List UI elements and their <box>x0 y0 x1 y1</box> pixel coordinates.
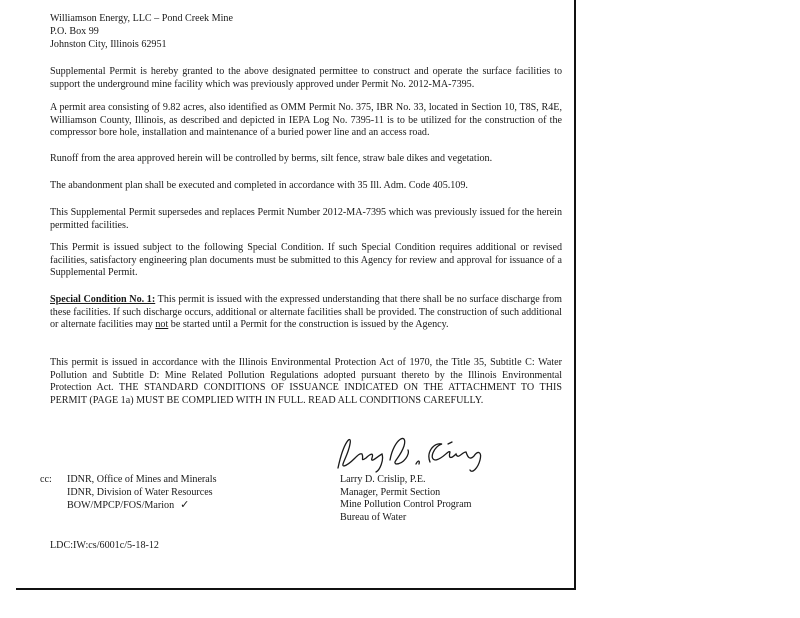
paragraph-supplemental-permit: Supplemental Permit is hereby granted to the above designated permittee to construct and operate the surface facilities to support the underground mine facility which was previously approved under Permit No. 2012-MA-7395. <box>50 66 562 90</box>
paragraph-issued-in-accordance: This permit is issued in accordance with the Illinois Environmental Protection Act of 1970, the Title 35, Subtitle C: Water Pollution and Subtitle D: Mine Related Pollution Regulations adopted pursuant thereto by the Illinois Environmental Protection Act. THE STANDARD CONDITIONS OF ISSUANCE INDICATED ON THE ATTACHMENT TO THIS PERMIT (PAGE 1a) MUST BE COMPLIED WITH IN FULL. READ ALL CONDITIONS CAREFULLY. <box>50 357 562 406</box>
signer-name: Larry D. Crislip, P.E. <box>340 474 426 485</box>
special-condition-text-a: This permit is issued with the expressed understanding that there shall be no surface discharge from these facilities. If such discharge occurs, additional or alternate facilities shall be provided. The construction of such additional or alternate facilities may <box>50 294 562 330</box>
special-condition-not: not <box>155 319 169 330</box>
signer-bureau: Bureau of Water <box>340 511 407 523</box>
cc-label: cc: <box>40 474 52 485</box>
paragraph-runoff: Runoff from the area approved herein will be controlled by berms, silt fence, straw bale dikes and vegetation. <box>50 153 493 164</box>
signer-block <box>340 474 472 524</box>
paragraph-special-condition-1 <box>50 294 562 332</box>
cc-recipient-1: IDNR, Office of Mines and Minerals <box>67 474 217 485</box>
paragraph-special-condition-intro: This Permit is issued subject to the following Special Condition. If such Special Condition requires additional or revised facilities, satisfactory engineering plan documents must be submitted to this Agency for review and approval for issuance of a Supplemental Permit. <box>50 242 562 278</box>
cc-recipient-2: IDNR, Division of Water Resources <box>67 486 213 498</box>
signature-image <box>330 430 495 475</box>
paragraph-supersedes: This Supplemental Permit supersedes and replaces Permit Number 2012-MA-7395 which was previously issued for the herein permitted facilities. <box>50 207 562 231</box>
reference-code: LDC:IW:cs/6001c/5-18-12 <box>50 540 159 551</box>
address-line-1: Williamson Energy, LLC – Pond Creek Mine <box>50 13 233 24</box>
permittee-address <box>50 12 562 51</box>
checkmark-icon: ✓ <box>180 498 190 511</box>
address-line-3: Johnston City, Illinois 62951 <box>50 39 167 50</box>
page-edge-right <box>574 0 576 590</box>
signer-title: Manager, Permit Section <box>340 486 441 498</box>
signer-program: Mine Pollution Control Program <box>340 499 472 510</box>
page-edge-bottom <box>16 588 576 590</box>
address-line-2: P.O. Box 99 <box>50 26 99 37</box>
special-condition-text-b: be started until a Permit for the construction is issued by the Agency. <box>168 319 449 330</box>
paragraph-permit-area: A permit area consisting of 9.82 acres, also identified as OMM Permit No. 375, IBR No. 33, located in Section 10, T8S, R4E, Williamson County, Illinois, as described and depicted in IEPA Log No. 7395-11 is to be utilized for the construction of the compressor bore hole, installation and maintenance of a buried power line and an access road. <box>50 102 562 138</box>
cc-recipient-3: BOW/MPCP/FOS/Marion <box>67 500 175 511</box>
paragraph-abandonment: The abandonment plan shall be executed and completed in accordance with 35 Ill. Adm. Code 405.109. <box>50 180 468 191</box>
special-condition-label: Special Condition No. 1: <box>50 294 156 305</box>
